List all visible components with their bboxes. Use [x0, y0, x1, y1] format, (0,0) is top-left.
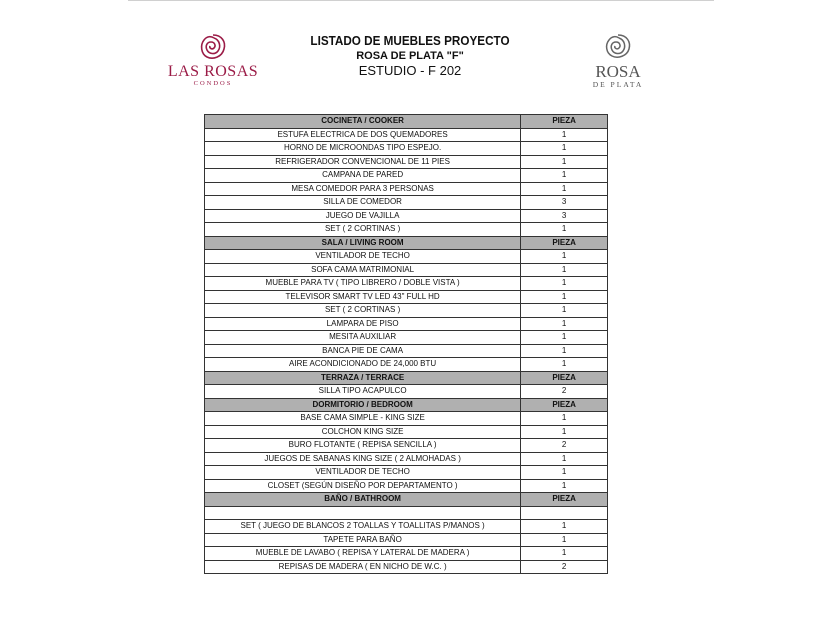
- item-description: JUEGO DE VAJILLA: [205, 210, 521, 223]
- pieza-header: PIEZA: [521, 115, 608, 128]
- table-row: [205, 277, 608, 291]
- table-row: [205, 466, 608, 480]
- table-row: [205, 250, 608, 264]
- document-subtitle: ROSA DE PLATA "F": [356, 50, 464, 62]
- table-row: [205, 507, 608, 521]
- item-description: VENTILADOR DE TECHO: [205, 466, 521, 479]
- section-name: TERRAZA / TERRACE: [205, 372, 521, 385]
- table-row: [205, 169, 608, 183]
- section-name: SALA / LIVING ROOM: [205, 237, 521, 250]
- item-description: LAMPARA DE PISO: [205, 318, 521, 331]
- item-quantity: 1: [521, 277, 608, 290]
- furniture-table: [204, 114, 608, 574]
- table-row: [205, 210, 608, 224]
- las-rosas-sub: CONDOS: [193, 80, 233, 87]
- item-quantity: 1: [521, 358, 608, 371]
- item-quantity: 3: [521, 196, 608, 209]
- rosa-de-plata-sub: DE PLATA: [592, 80, 644, 89]
- item-description: VENTILADOR DE TECHO: [205, 250, 521, 263]
- item-description: TELEVISOR SMART TV LED 43" FULL HD: [205, 291, 521, 304]
- item-quantity: 1: [521, 156, 608, 169]
- item-quantity: 1: [521, 480, 608, 493]
- item-quantity: 1: [521, 534, 608, 547]
- item-quantity: 1: [521, 466, 608, 479]
- item-description: MUEBLE PARA TV ( TIPO LIBRERO / DOBLE VISTA ): [205, 277, 521, 290]
- table-row: [205, 385, 608, 399]
- table-row: [205, 439, 608, 453]
- table-row: [205, 547, 608, 561]
- item-description: CLOSET (SEGÚN DISEÑO POR DEPARTAMENTO ): [205, 480, 521, 493]
- document-heading: [280, 33, 540, 79]
- item-description: SILLA DE COMEDOR: [205, 196, 521, 209]
- item-description: BURO FLOTANTE ( REPISA SENCILLA ): [205, 439, 521, 452]
- table-row: [205, 453, 608, 467]
- table-row: [205, 520, 608, 534]
- table-row: [205, 291, 608, 305]
- item-description: SET ( 2 CORTINAS ): [205, 223, 521, 236]
- item-quantity: 1: [521, 264, 608, 277]
- las-rosas-brand: LAS ROSAS: [167, 63, 259, 80]
- table-row: [205, 345, 608, 359]
- item-quantity: 1: [521, 223, 608, 236]
- pieza-header: PIEZA: [521, 493, 608, 506]
- item-quantity: 1: [521, 318, 608, 331]
- table-row: [205, 331, 608, 345]
- item-quantity: 1: [521, 169, 608, 182]
- item-description: [205, 507, 521, 520]
- item-description: ESTUFA ELECTRICA DE DOS QUEMADORES: [205, 129, 521, 142]
- document-unit: ESTUDIO - F 202: [358, 63, 462, 78]
- item-quantity: 1: [521, 345, 608, 358]
- table-row: [205, 196, 608, 210]
- item-description: JUEGOS DE SABANAS KING SIZE ( 2 ALMOHADAS ): [205, 453, 521, 466]
- item-description: SILLA TIPO ACAPULCO: [205, 385, 521, 398]
- item-quantity: 1: [521, 291, 608, 304]
- document-title: LISTADO DE MUEBLES PROYECTO: [310, 33, 510, 48]
- item-description: REPISAS DE MADERA ( EN NICHO DE W.C. ): [205, 561, 521, 574]
- section-header-row: [205, 115, 608, 129]
- table-row: [205, 534, 608, 548]
- item-description: CAMPANA DE PARED: [205, 169, 521, 182]
- pieza-header: PIEZA: [521, 237, 608, 250]
- section-name: COCINETA / COOKER: [205, 115, 521, 128]
- item-description: MUEBLE DE LAVABO ( REPISA Y LATERAL DE MADERA ): [205, 547, 521, 560]
- item-description: MESA COMEDOR PARA 3 PERSONAS: [205, 183, 521, 196]
- table-row: [205, 412, 608, 426]
- table-row: [205, 264, 608, 278]
- item-quantity: 1: [521, 129, 608, 142]
- table-row: [205, 129, 608, 143]
- item-description: COLCHON KING SIZE: [205, 426, 521, 439]
- rose-logo-icon: [198, 32, 228, 62]
- item-quantity: 2: [521, 385, 608, 398]
- table-row: [205, 183, 608, 197]
- item-description: MESITA AUXILIAR: [205, 331, 521, 344]
- item-quantity: 2: [521, 439, 608, 452]
- section-name: DORMITORIO / BEDROOM: [205, 399, 521, 412]
- top-divider: [128, 0, 714, 1]
- table-row: [205, 358, 608, 372]
- table-row: [205, 426, 608, 440]
- rosa-de-plata-brand: ROSA: [595, 62, 641, 81]
- section-header-row: [205, 493, 608, 507]
- item-description: SET ( JUEGO DE BLANCOS 2 TOALLAS Y TOALLITAS P/MANOS ): [205, 520, 521, 533]
- table-row: [205, 156, 608, 170]
- pieza-header: PIEZA: [521, 399, 608, 412]
- item-description: AIRE ACONDICIONADO DE 24,000 BTU: [205, 358, 521, 371]
- item-quantity: 1: [521, 250, 608, 263]
- item-quantity: 1: [521, 304, 608, 317]
- item-description: HORNO DE MICROONDAS TIPO ESPEJO.: [205, 142, 521, 155]
- item-quantity: 1: [521, 183, 608, 196]
- item-quantity: 3: [521, 210, 608, 223]
- rosa-de-plata-logo: [576, 33, 660, 89]
- item-quantity: 1: [521, 426, 608, 439]
- item-quantity: 1: [521, 331, 608, 344]
- item-description: TAPETE PARA BAÑO: [205, 534, 521, 547]
- item-description: REFRIGERADOR CONVENCIONAL DE 11 PIES: [205, 156, 521, 169]
- item-description: SET ( 2 CORTINAS ): [205, 304, 521, 317]
- item-quantity: 1: [521, 520, 608, 533]
- section-header-row: [205, 237, 608, 251]
- item-description: BASE CAMA SIMPLE - KING SIZE: [205, 412, 521, 425]
- rose-silver-logo-icon: [603, 33, 633, 61]
- section-name: BAÑO / BATHROOM: [205, 493, 521, 506]
- table-row: [205, 318, 608, 332]
- pieza-header: PIEZA: [521, 372, 608, 385]
- table-row: [205, 561, 608, 575]
- table-row: [205, 304, 608, 318]
- item-quantity: 1: [521, 412, 608, 425]
- item-quantity: [521, 507, 608, 520]
- item-quantity: 2: [521, 561, 608, 574]
- item-quantity: 1: [521, 547, 608, 560]
- item-description: SOFA CAMA MATRIMONIAL: [205, 264, 521, 277]
- item-quantity: 1: [521, 142, 608, 155]
- table-row: [205, 480, 608, 494]
- item-quantity: 1: [521, 453, 608, 466]
- item-description: BANCA PIE DE CAMA: [205, 345, 521, 358]
- table-row: [205, 223, 608, 237]
- section-header-row: [205, 372, 608, 386]
- section-header-row: [205, 399, 608, 413]
- table-row: [205, 142, 608, 156]
- las-rosas-logo: [163, 32, 263, 88]
